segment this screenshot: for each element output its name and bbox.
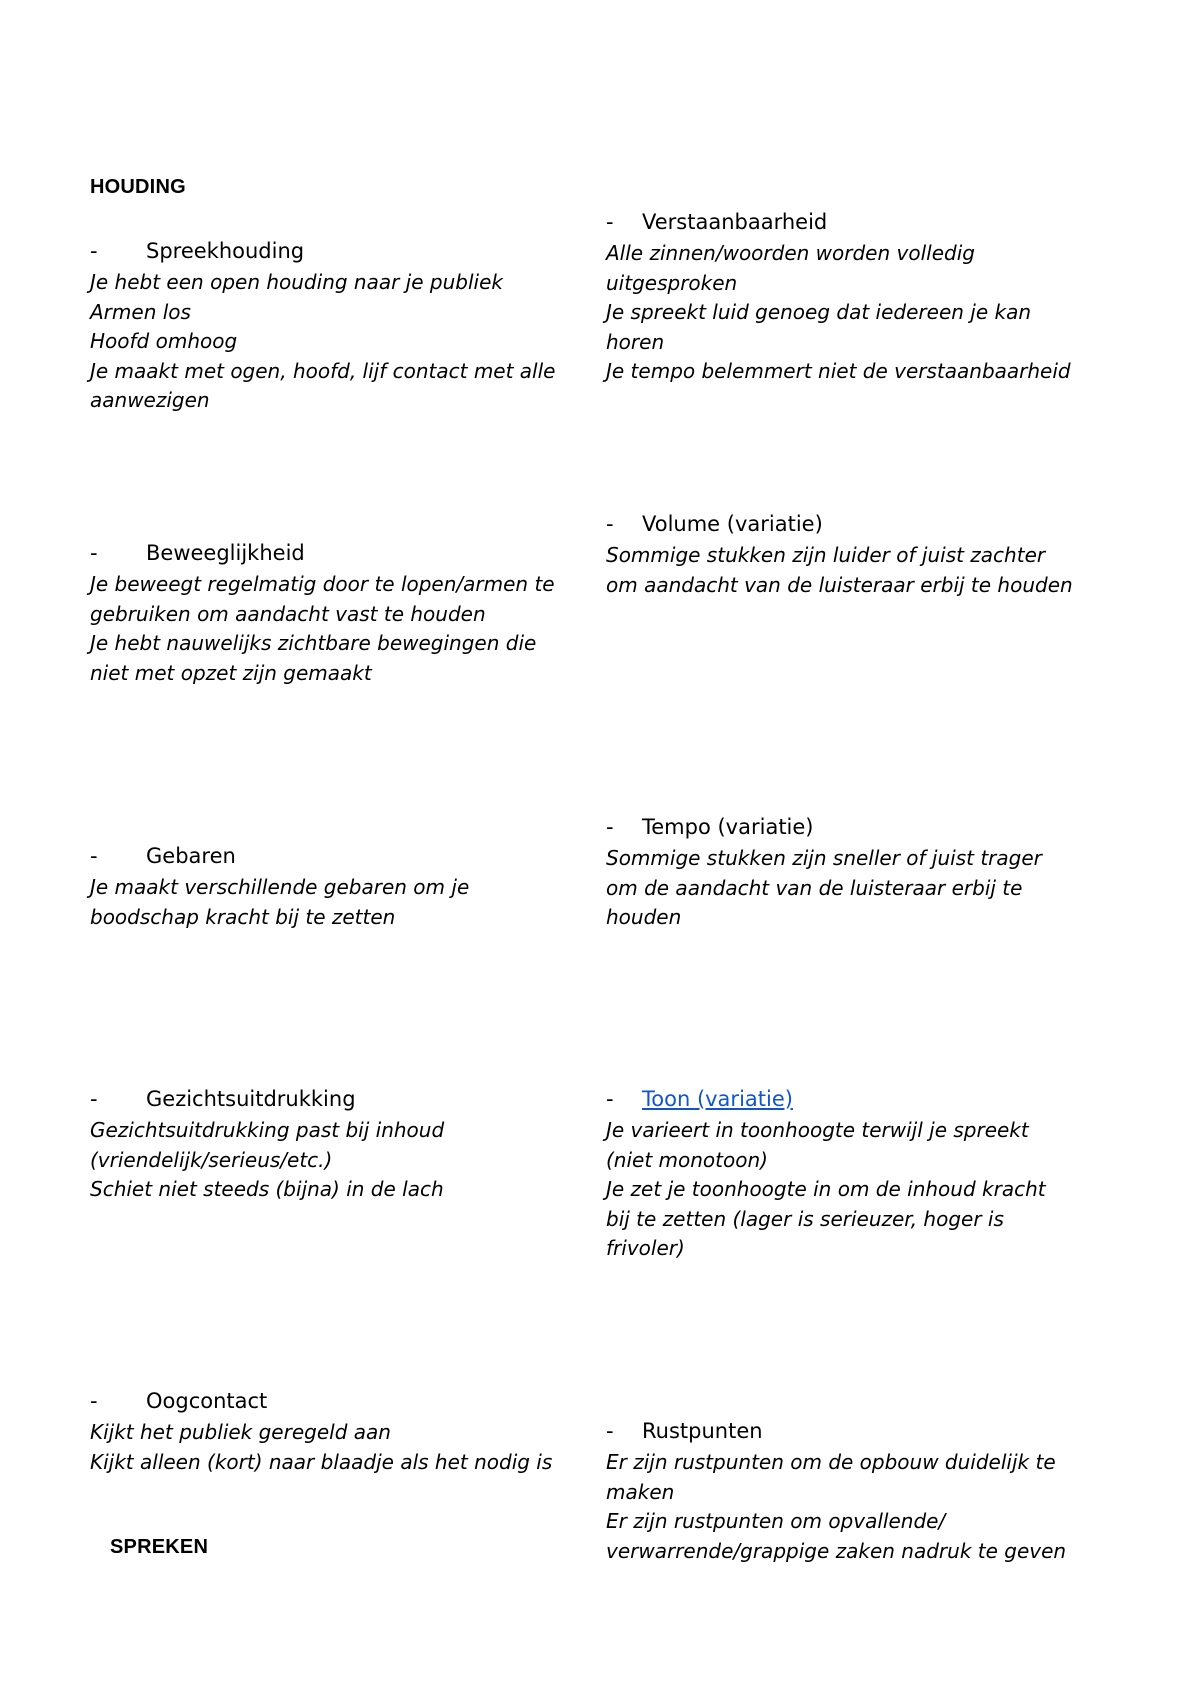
bullet-dash: - xyxy=(90,541,98,565)
section-heading-spreken: SPREKEN xyxy=(110,1536,209,1558)
criterion-line: Je tempo belemmert niet de verstaanbaarheid xyxy=(606,359,1071,383)
criterion-title xyxy=(90,841,560,871)
criterion-rustpunten xyxy=(606,1416,1076,1566)
criterion-beweeglijkheid xyxy=(90,538,560,688)
criterion-title xyxy=(606,207,1076,237)
criterion-line: frivoler) xyxy=(606,1236,685,1260)
criterion-line: aanwezigen xyxy=(90,388,210,412)
criterion-line: Je varieert in toonhoogte terwijl je spreekt xyxy=(606,1118,1029,1142)
bullet-dash: - xyxy=(606,1087,614,1111)
bullet-dash: - xyxy=(606,815,614,839)
criterion-title xyxy=(90,1386,560,1416)
criterion-line: om aandacht van de luisteraar erbij te houden xyxy=(606,572,1073,597)
criterion-line: Kijkt het publiek geregeld aan xyxy=(90,1420,391,1444)
criterion-title-text: Gebaren xyxy=(146,844,236,868)
criterion-line: maken xyxy=(606,1479,675,1504)
criterion-line: om de aandacht van de luisteraar erbij te xyxy=(606,875,1023,900)
criterion-verstaanbaarheid xyxy=(606,207,1076,387)
criterion-oogcontact xyxy=(90,1386,560,1477)
criterion-line: Je beweegt regelmatig door te lopen/armen te xyxy=(90,572,555,596)
criterion-line: Je maakt met ogen, hoofd, lijf contact met alle xyxy=(90,358,556,383)
criterion-line: horen xyxy=(606,329,665,354)
section-heading-houding: HOUDING xyxy=(90,176,186,198)
criterion-line: (niet monotoon) xyxy=(606,1147,768,1172)
criterion-line: Je hebt een open houding naar je publiek xyxy=(90,270,503,294)
criterion-title-text: Gezichtsuitdrukking xyxy=(146,1087,356,1111)
criterion-line: Er zijn rustpunten om opvallende/ xyxy=(606,1509,946,1533)
criterion-tempo xyxy=(606,812,1076,933)
criterion-title xyxy=(90,538,560,568)
criterion-title xyxy=(90,1084,560,1114)
criterion-line: boodschap kracht bij te zetten xyxy=(90,904,396,929)
criterion-line: Sommige stukken zijn sneller of juist trager xyxy=(606,846,1042,870)
criterion-line: Kijkt alleen (kort) naar blaadje als het nodig is xyxy=(90,1449,553,1474)
toon-variatie-link[interactable]: Toon (variatie) xyxy=(642,1087,793,1111)
criterion-line: Je spreekt luid genoeg dat iedereen je kan xyxy=(606,300,1032,324)
criterion-line: Je hebt nauwelijks zichtbare bewegingen die xyxy=(90,631,537,655)
criterion-line: Schiet niet steeds (bijna) in de lach xyxy=(90,1177,444,1201)
criterion-line: gebruiken om aandacht vast te houden xyxy=(90,601,486,626)
bullet-dash: - xyxy=(606,210,614,234)
criterion-line: Alle zinnen/woorden worden volledig xyxy=(606,241,975,265)
criterion-title xyxy=(606,509,1076,539)
criterion-title-text: Beweeglijkheid xyxy=(146,541,305,565)
criterion-line: verwarrende/grappige zaken nadruk te geven xyxy=(606,1538,1067,1563)
bullet-dash: - xyxy=(90,1087,98,1111)
criterion-line: Er zijn rustpunten om de opbouw duidelijk te xyxy=(606,1450,1056,1474)
bullet-dash: - xyxy=(606,1419,614,1443)
criterion-line: (vriendelijk/serieus/etc.) xyxy=(90,1147,333,1172)
criterion-line: Je maakt verschillende gebaren om je xyxy=(90,875,470,899)
bullet-dash: - xyxy=(90,844,98,868)
criterion-title-text: Rustpunten xyxy=(642,1419,763,1443)
criterion-line: Hoofd omhoog xyxy=(90,329,238,353)
criterion-title-text: Tempo (variatie) xyxy=(642,815,814,839)
criterion-title-text: Oogcontact xyxy=(146,1389,268,1413)
criterion-title xyxy=(606,1416,1076,1446)
criterion-title-text: Volume (variatie) xyxy=(642,512,823,536)
criterion-line: niet met opzet zijn gemaakt xyxy=(90,660,372,685)
criterion-toon xyxy=(606,1084,1076,1264)
criterion-title xyxy=(606,812,1076,842)
criterion-title xyxy=(606,1084,1076,1114)
criterion-spreekhouding xyxy=(90,236,560,416)
criterion-line: houden xyxy=(606,905,682,929)
criterion-line: bij te zetten (lager is serieuzer, hoger is xyxy=(606,1206,1004,1231)
criterion-gebaren xyxy=(90,841,560,932)
bullet-dash: - xyxy=(90,239,98,263)
criterion-volume xyxy=(606,509,1076,600)
bullet-dash: - xyxy=(606,512,614,536)
criterion-gezichtsuitdrukking xyxy=(90,1084,560,1205)
criterion-line: Gezichtsuitdrukking past bij inhoud xyxy=(90,1118,445,1142)
criterion-title-text: Spreekhouding xyxy=(146,239,305,263)
criterion-title-text: Verstaanbaarheid xyxy=(642,210,828,234)
bullet-dash: - xyxy=(90,1389,98,1413)
criterion-line: Sommige stukken zijn luider of juist zachter xyxy=(606,543,1046,567)
criterion-title xyxy=(90,236,560,266)
criterion-line: Armen los xyxy=(90,299,191,324)
criterion-line: uitgesproken xyxy=(606,270,738,295)
criterion-line: Je zet je toonhoogte in om de inhoud kracht xyxy=(606,1177,1046,1201)
